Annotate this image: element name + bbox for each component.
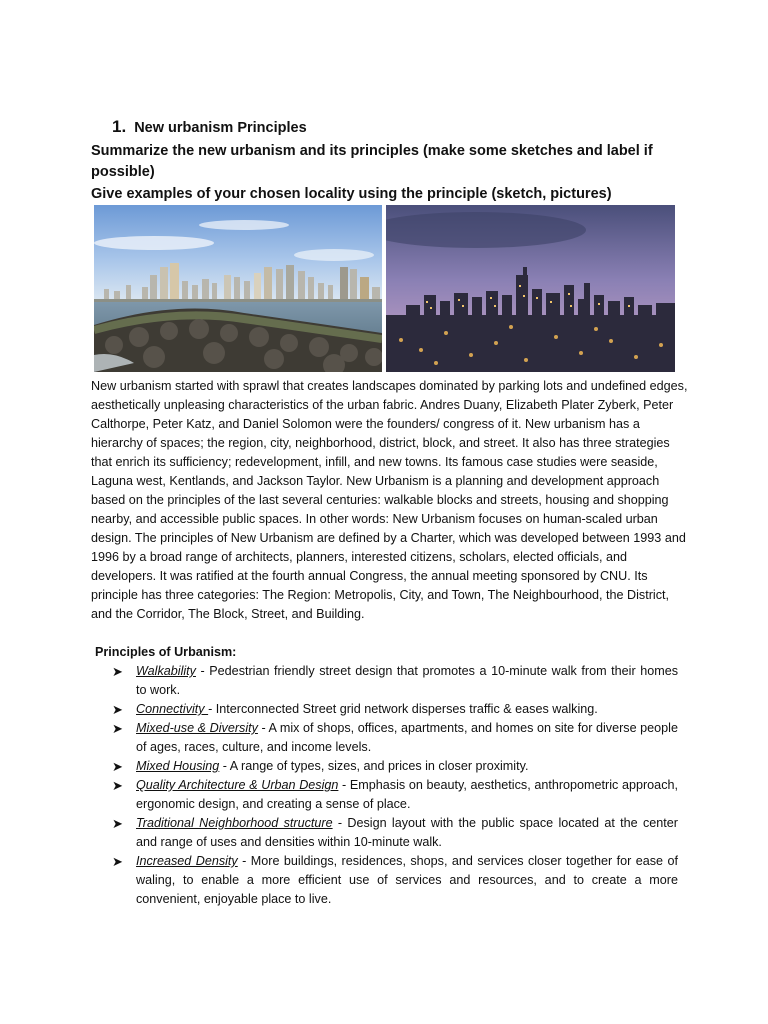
arrow-bullet-icon: ➤ — [112, 816, 123, 831]
arrow-bullet-icon: ➤ — [112, 702, 123, 717]
arrow-bullet-icon: ➤ — [112, 664, 123, 679]
principle-desc: - A range of types, sizes, and prices in closer proximity. — [219, 759, 529, 773]
principle-desc: - Design layout with the public space located at the center and range of uses and densities within 10-minute walk. — [136, 816, 678, 849]
list-item — [112, 776, 678, 814]
principle-desc: - Pedestrian friendly street design that promotes a 10-minute walk from their homes to work. — [136, 664, 678, 697]
list-item — [112, 757, 678, 776]
list-item — [112, 662, 678, 700]
principle-term: Quality Architecture & Urban Design — [136, 778, 339, 792]
principle-term: Traditional Neighborhood structure — [136, 816, 333, 830]
principles-title: Principles of Urbanism: — [95, 645, 237, 659]
section-heading — [112, 117, 307, 137]
list-item — [112, 719, 678, 757]
principle-term: Increased Density — [136, 854, 238, 868]
principle-desc: - A mix of shops, offices, apartments, and homes on site for diverse people of ages, races, culture, and income levels. — [136, 721, 678, 754]
section-title: New urbanism Principles — [134, 120, 307, 136]
arrow-bullet-icon: ➤ — [112, 778, 123, 793]
principles-list — [112, 662, 678, 909]
list-item — [112, 814, 678, 852]
arrow-bullet-icon: ➤ — [112, 721, 123, 736]
question-2: Give examples of your chosen locality using the principle (sketch, pictures) — [91, 186, 612, 202]
principle-term: Mixed Housing — [136, 759, 220, 773]
body-paragraph: New urbanism started with sprawl that creates landscapes dominated by parking lots and undefined edges, aesthetically unpleasing characteristics of the urban fabric. Andres Duany, Elizabeth Plater Zyberk, Peter Calthorpe, Peter Katz, and Daniel Solomon were the founders/ congress of it. New urbanism has a hierarchy of spaces; the region, city, neighborhood, district, block, and street. It also has three strategies that enrich its sufficiency; redevelopment, infill, and new towns. Its famous case studies were seaside, Laguna west, Kentlands, and Jackson Taylor. New Urbanism is a planning and development approach based on the principles of the last several centuries: walkable blocks and streets, housing and shopping nearby, and accessible public spaces. In other words: New Urbanism focuses on human-scaled urban design. The principles of New Urbanism are defined by a Charter, which was developed between 1993 and 1996 by a broad range of architects, planners, interested citizens, scholars, elected officials, and developers. It was ratified at the fourth annual Congress, the annual meeting sponsored by CNU. Its principle has three categories: The Region: Metropolis, City, and Town, The Neighbourhood, the District, and the Corridor, The Block, Street, and Building. — [91, 379, 688, 621]
principle-term: Mixed-use & Diversity — [136, 721, 258, 735]
principle-desc: - More buildings, residences, shops, and services closer together for ease of waling, to enable a more efficient use of services and resources, and to create a more convenient, enjoyable place to live. — [136, 854, 678, 906]
question-1: Summarize the new urbanism and its principles (make some sketches and label if possible) — [91, 143, 653, 180]
principle-desc: - Emphasis on beauty, aesthetics, anthropometric approach, ergonomic design, and creating a sense of place. — [136, 778, 678, 811]
list-item — [112, 852, 678, 909]
principle-desc: - Interconnected Street grid network disperses traffic & eases walking. — [208, 702, 598, 716]
daytime-bay-skyline-photo — [94, 205, 382, 372]
arrow-bullet-icon: ➤ — [112, 759, 123, 774]
arrow-bullet-icon: ➤ — [112, 854, 123, 869]
list-item — [112, 700, 678, 719]
principle-term: Connectivity — [136, 702, 209, 716]
section-number: 1. — [112, 117, 127, 136]
dusk-city-skyline-photo — [386, 205, 675, 372]
principle-term: Walkability — [136, 664, 196, 678]
